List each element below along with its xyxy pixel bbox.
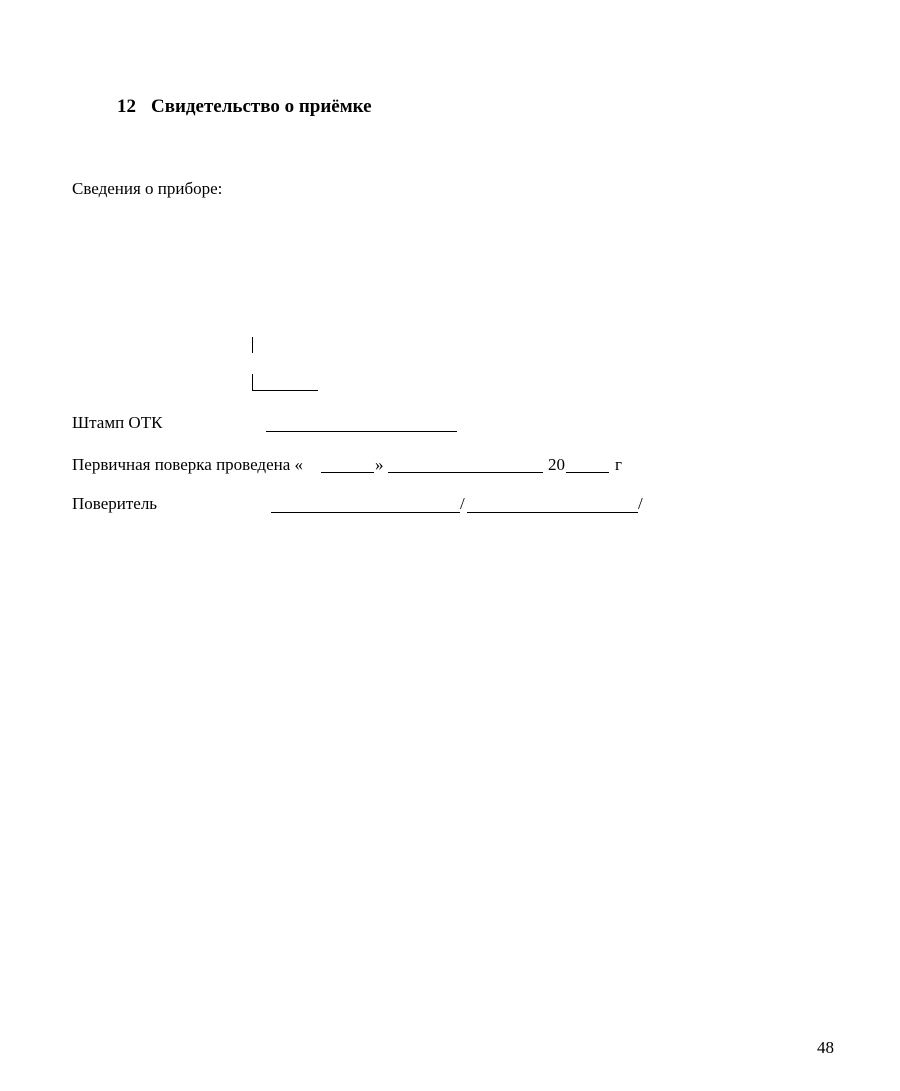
verification-year-prefix: 20: [548, 455, 565, 474]
section-number: 12: [117, 96, 136, 117]
verification-quote-close: »: [375, 455, 384, 474]
stamp-label: Штамп ОТК: [72, 413, 163, 432]
bracket-vertical-top: [252, 337, 253, 353]
section-title: Свидетельство о приёмке: [151, 96, 372, 117]
verification-label: Первичная поверка проведена «: [72, 455, 304, 474]
verification-month-line: [388, 472, 543, 473]
bracket-horizontal: [252, 390, 318, 391]
verifier-signature-line: [271, 512, 460, 513]
verification-day-line: [321, 472, 374, 473]
device-info-label: Сведения о приборе:: [72, 179, 223, 198]
verifier-slash-2: /: [638, 494, 643, 513]
section-heading: [117, 96, 372, 118]
bracket-vertical-bottom: [252, 374, 253, 390]
verifier-label: Поверитель: [72, 494, 158, 513]
verification-year-suffix: г: [615, 455, 622, 474]
verifier-name-line: [467, 512, 638, 513]
stamp-signature-line: [266, 431, 457, 432]
verification-year-line: [566, 472, 609, 473]
page-number: 48: [817, 1038, 834, 1057]
verifier-slash-1: /: [460, 494, 465, 513]
